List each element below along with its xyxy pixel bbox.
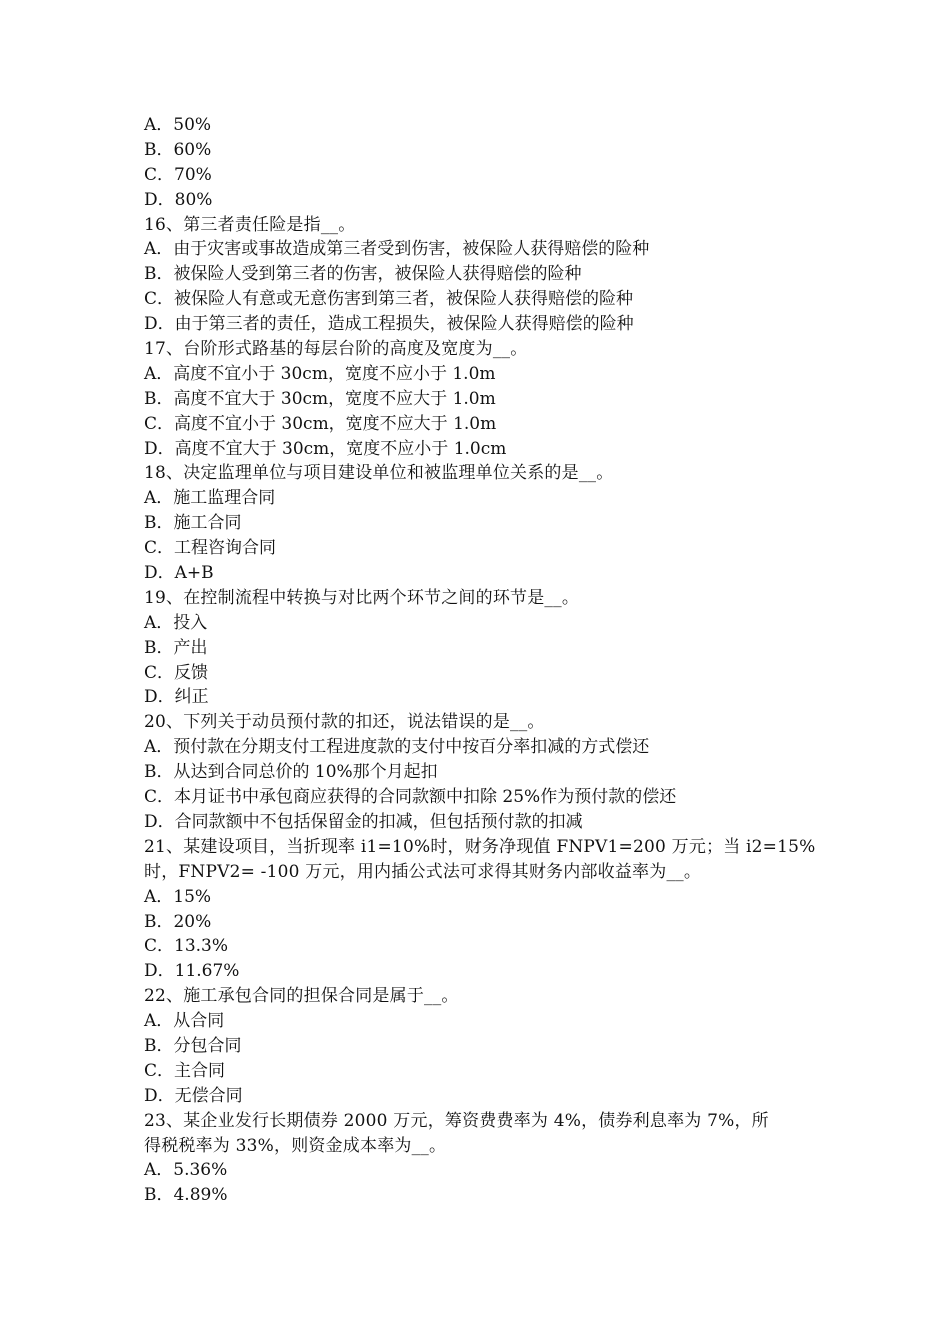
option-b-21: B．20% — [144, 911, 212, 932]
option-a-20: A．预付款在分期支付工程进度款的支付中按百分率扣减的方式偿还 — [144, 737, 650, 758]
option-b-22: B．分包合同 — [144, 1035, 242, 1056]
option-d-18: D．A+B — [144, 563, 214, 584]
option-d-21: D．11.67% — [144, 961, 240, 982]
question-22: 22、施工承包合同的担保合同是属于__。 — [144, 986, 459, 1007]
option-b-16: B．被保险人受到第三者的伤害，被保险人获得赔偿的险种 — [144, 264, 582, 285]
option-b-19: B．产出 — [144, 637, 208, 658]
question-17: 17、台阶形式路基的每层台阶的高度及宽度为__。 — [144, 339, 528, 360]
option-a-16: A．由于灾害或事故造成第三者受到伤害，被保险人获得赔偿的险种 — [144, 239, 650, 260]
option-a-23: A．5.36% — [144, 1160, 228, 1181]
option-c-15: C．70% — [144, 164, 212, 185]
option-d-22: D．无偿合同 — [144, 1085, 243, 1106]
option-a-19: A．投入 — [144, 612, 208, 633]
question-21-line-2: 时，FNPV2= -100 万元，用内插公式法可求得其财务内部收益率为__。 — [144, 861, 702, 882]
option-c-21: C．13.3% — [144, 936, 229, 957]
question-16: 16、第三者责任险是指__。 — [144, 214, 356, 235]
question-23-line-1: 23、某企业发行长期债券 2000 万元，筹资费费率为 4%，债券利息率为 7%，所 — [144, 1110, 769, 1131]
option-c-16: C．被保险人有意或无意伤害到第三者，被保险人获得赔偿的险种 — [144, 289, 634, 310]
option-a-15: A．50% — [144, 115, 212, 135]
question-21-line-1: 21、某建设项目，当折现率 i1=10%时，财务净现值 FNPV1=200 万元；当 i2=15% — [144, 836, 816, 857]
option-a-21: A．15% — [144, 886, 212, 907]
question-18: 18、决定监理单位与项目建设单位和被监理单位关系的是__。 — [144, 463, 614, 484]
document-page — [144, 113, 816, 1208]
option-d-16: D．由于第三者的责任，造成工程损失，被保险人获得赔偿的险种 — [144, 314, 634, 335]
question-23-line-2: 得税税率为 33%，则资金成本率为__。 — [144, 1135, 447, 1156]
option-d-15: D．80% — [144, 189, 213, 210]
option-c-17: C．高度不宜小于 30cm，宽度不应大于 1.0m — [144, 413, 497, 434]
option-a-22: A．从合同 — [144, 1011, 225, 1032]
question-19: 19、在控制流程中转换与对比两个环节之间的环节是__。 — [144, 587, 580, 608]
option-d-19: D．纠正 — [144, 687, 209, 708]
option-b-15: B．60% — [144, 139, 212, 160]
option-c-18: C．工程咨询合同 — [144, 538, 277, 559]
option-d-20: D．合同款额中不包括保留金的扣减，但包括预付款的扣减 — [144, 811, 583, 832]
option-d-17: D．高度不宜大于 30cm，宽度不应小于 1.0cm — [144, 438, 507, 459]
option-c-22: C．主合同 — [144, 1060, 226, 1081]
option-b-18: B．施工合同 — [144, 513, 242, 534]
option-b-17: B．高度不宜大于 30cm，宽度不应大于 1.0m — [144, 388, 496, 409]
option-c-19: C．反馈 — [144, 662, 209, 683]
option-a-17: A．高度不宜小于 30cm，宽度不应小于 1.0m — [144, 363, 496, 384]
option-c-20: C．本月证书中承包商应获得的合同款额中扣除 25%作为预付款的偿还 — [144, 787, 677, 808]
question-20: 20、下列关于动员预付款的扣还，说法错误的是__。 — [144, 712, 545, 733]
option-b-20: B．从达到合同总价的 10%那个月起扣 — [144, 762, 438, 783]
option-b-23: B．4.89% — [144, 1185, 228, 1206]
option-a-18: A．施工监理合同 — [144, 488, 276, 509]
